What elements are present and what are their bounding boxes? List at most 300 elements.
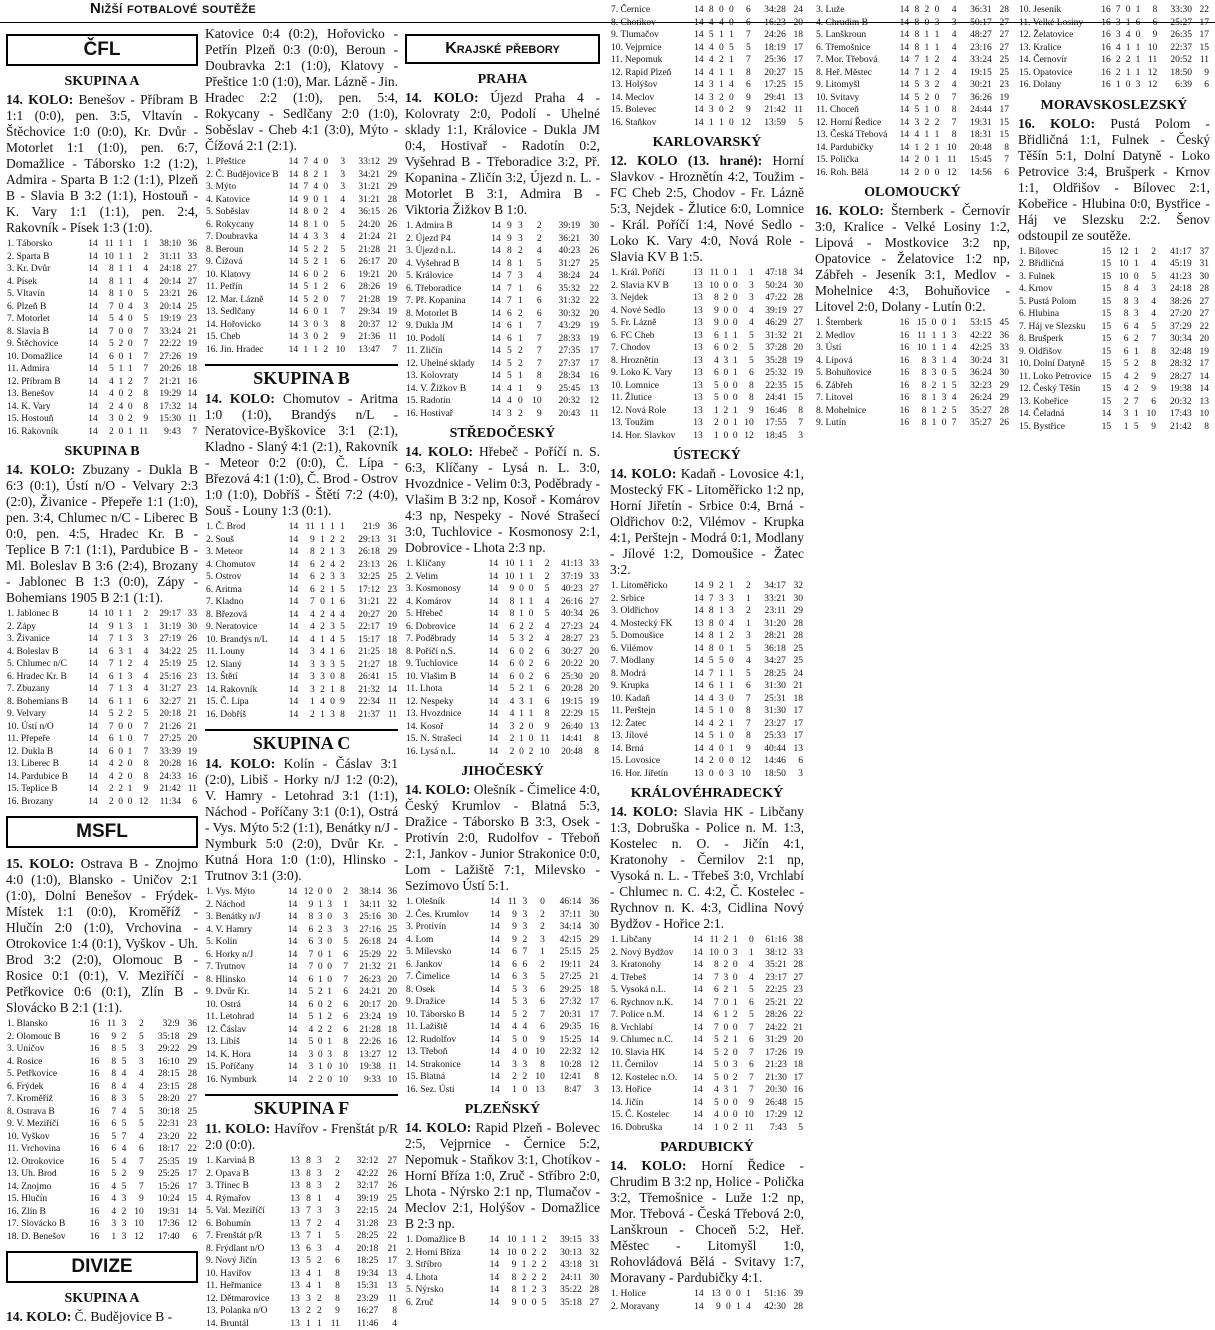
standings-row <box>6 1206 198 1219</box>
stat-cell: 16 <box>83 1018 100 1031</box>
stat-cell: 14 <box>282 646 299 659</box>
stat-cell: 7 <box>100 1106 117 1119</box>
stat-cell: 14 <box>83 721 99 734</box>
stat-cell: 0 <box>124 338 133 351</box>
stat-cell: 3 <box>312 1168 323 1181</box>
stat-cell: 3 <box>316 671 326 684</box>
stat-cell: 24:33 <box>149 771 182 784</box>
stat-cell: 4 <box>115 401 124 414</box>
stat-cell: 0 <box>729 317 738 330</box>
stat-cell: 17 <box>993 104 1010 117</box>
stat-cell: 7 <box>947 417 957 430</box>
stat-cell: 6 <box>333 949 349 962</box>
stat-cell: 5 <box>705 705 715 718</box>
stat-cell: 0 <box>319 294 329 307</box>
stat-cell: 5 <box>947 367 957 380</box>
stat-cell: 3 <box>920 79 930 92</box>
stat-cell: 10 <box>329 344 346 357</box>
stat-cell: 18:25 <box>341 1255 379 1268</box>
stat-cell: 1 <box>729 1084 738 1097</box>
standings-row <box>205 1155 398 1168</box>
stat-cell: 4 <box>518 1021 528 1034</box>
team-name: 3. Ústí <box>815 342 893 355</box>
stat-cell: 2 <box>319 344 329 357</box>
standings-row <box>405 258 600 271</box>
results-paragraph <box>6 1309 198 1325</box>
stat-cell: 22:35 <box>755 380 788 393</box>
team-name: 2. Olomouc B <box>6 1031 83 1044</box>
stat-cell: 53:15 <box>958 317 993 330</box>
stat-cell: 36:15 <box>346 206 381 219</box>
stat-cell: 0 <box>115 746 124 759</box>
standings-row <box>1018 283 1210 296</box>
stat-cell: 4 <box>705 54 715 67</box>
stat-cell: 0 <box>326 671 336 684</box>
stat-cell: 0 <box>326 696 336 709</box>
stat-cell: 1 <box>115 633 124 646</box>
stat-cell: 29 <box>381 546 398 559</box>
stat-cell: 20 <box>1193 333 1210 346</box>
team-name: 4. Rýmařov <box>205 1193 282 1206</box>
stat-cell: 4 <box>127 1081 144 1094</box>
stat-cell: 14 <box>688 1022 704 1035</box>
team-name: 8. Březová <box>205 609 282 622</box>
stat-cell: 1 <box>715 117 725 130</box>
standings-row <box>205 181 398 194</box>
stat-cell: 7 <box>299 156 309 169</box>
section-heading: SKUPINA A <box>6 1291 198 1307</box>
stat-cell: 2 <box>115 758 124 771</box>
stat-cell: 3 <box>326 659 336 672</box>
standings-row <box>205 1061 398 1074</box>
results-paragraph <box>6 92 198 236</box>
stat-cell: 2 <box>524 220 543 233</box>
stat-cell: 2 <box>513 408 524 421</box>
stat-cell: 2 <box>725 104 735 117</box>
team-name: 1. Admira B <box>405 220 483 233</box>
stat-cell: 16 <box>83 1031 100 1044</box>
stat-cell: 4 <box>725 618 735 631</box>
team-name: 11. Heřmanice <box>205 1280 282 1293</box>
stat-cell: 14 <box>893 54 910 67</box>
stat-cell: 5 <box>704 392 720 405</box>
stat-cell: 36 <box>382 886 398 899</box>
stat-cell: 23:27 <box>752 718 787 731</box>
stat-cell: 23:15 <box>145 1081 181 1094</box>
stat-cell: 13 <box>688 367 704 380</box>
stat-cell: 0 <box>115 721 124 734</box>
standings-row <box>815 167 1010 180</box>
standings-row <box>405 1034 600 1047</box>
stat-cell: 1 <box>115 683 124 696</box>
stat-cell: 13 <box>282 1193 301 1206</box>
stat-cell: 14 <box>688 580 705 593</box>
stat-cell: 14 <box>282 596 299 609</box>
stat-cell: 7 <box>518 946 528 959</box>
team-name: 12. Rapid Plzeň <box>610 67 688 80</box>
stat-cell: 0 <box>729 959 738 972</box>
stat-cell: 23 <box>182 313 198 326</box>
stat-cell: 20 <box>382 986 398 999</box>
stat-cell: 3 <box>1140 283 1157 296</box>
standings-row <box>610 730 804 743</box>
team-name: 11. Černilov <box>610 1059 688 1072</box>
stat-cell: 2 <box>316 621 326 634</box>
stat-cell: 14 <box>282 974 298 987</box>
stat-cell: 5 <box>704 1034 720 1047</box>
stat-cell: 14 <box>282 634 299 647</box>
stat-cell: 28:27 <box>550 633 583 646</box>
stat-cell: 15 <box>1095 283 1112 296</box>
standings-row <box>815 79 1010 92</box>
stat-cell: 28 <box>993 4 1010 17</box>
stat-cell: 4 <box>117 1081 127 1094</box>
stat-cell: 16 <box>182 758 198 771</box>
results-paragraph <box>815 203 1010 315</box>
stat-cell: 21:37 <box>346 709 381 722</box>
team-name: 14. Rakovník <box>205 684 282 697</box>
standings-table <box>815 317 1010 430</box>
stat-cell: 32:48 <box>1157 346 1193 359</box>
stat-cell: 2 <box>729 1072 738 1085</box>
stat-cell: 1 <box>715 630 725 643</box>
stat-cell: 34 <box>788 267 804 280</box>
team-name: 4. Nové Sedlo <box>610 305 688 318</box>
standings-row <box>6 351 198 364</box>
stat-cell: 10 <box>739 417 755 430</box>
stat-cell: 9 <box>298 899 314 912</box>
standings-table <box>1018 246 1210 434</box>
stat-cell: 14 <box>83 413 99 426</box>
stat-cell: 16 <box>83 1231 100 1244</box>
stat-cell: 14 <box>893 167 910 180</box>
stat-cell: 42:25 <box>958 342 993 355</box>
stat-cell: 2 <box>525 746 534 759</box>
team-name: 5. Fr. Lázně <box>610 317 688 330</box>
stat-cell: 3 <box>319 319 329 332</box>
stat-cell: 4 <box>298 1024 314 1037</box>
stat-cell: 23 <box>381 584 398 597</box>
team-name: 2. Souš <box>205 534 282 547</box>
stat-cell: 32 <box>787 580 804 593</box>
stat-cell: 41:13 <box>550 558 583 571</box>
standings-row <box>1018 4 1210 17</box>
stat-cell: 29:13 <box>346 534 381 547</box>
stat-cell: 10 <box>1141 42 1158 55</box>
stat-cell: 10 <box>499 558 515 571</box>
team-name: 5. Hřebeč <box>405 608 483 621</box>
stat-cell: 37:28 <box>755 342 788 355</box>
stat-cell: 14 <box>483 1059 501 1072</box>
standings-row <box>6 621 198 634</box>
stat-cell: 31 <box>1193 258 1210 271</box>
standings-row <box>205 206 398 219</box>
stat-cell: 0 <box>715 618 725 631</box>
stat-cell: 0 <box>729 1097 738 1110</box>
stat-cell: 25 <box>787 655 804 668</box>
stat-cell: 5 <box>301 1255 312 1268</box>
standings-row <box>405 308 600 321</box>
stat-cell: 0 <box>725 17 735 30</box>
stat-cell: 0 <box>319 219 329 232</box>
standings-row <box>205 621 398 634</box>
stat-cell: 4 <box>133 646 149 659</box>
stat-cell: 45:19 <box>1157 258 1193 271</box>
stat-cell: 1 <box>100 1231 117 1244</box>
standings-row <box>205 899 398 912</box>
stat-cell: 2 <box>725 630 735 643</box>
stat-cell: 16 <box>893 417 910 430</box>
stat-cell: 23:13 <box>346 559 381 572</box>
stat-cell: 35:32 <box>543 283 582 296</box>
stat-cell: 20:22 <box>550 658 583 671</box>
stat-cell: 14 <box>83 376 99 389</box>
stat-cell: 14 <box>688 593 705 606</box>
stat-cell: 1 <box>742 1288 752 1301</box>
stat-cell: 7 <box>298 949 314 962</box>
stat-cell: 1 <box>1132 42 1142 55</box>
stat-cell: 7 <box>735 54 752 67</box>
stat-cell: 3 <box>715 693 725 706</box>
column-3 <box>405 26 600 1273</box>
standings-row <box>205 331 398 344</box>
standings-row <box>205 1318 398 1330</box>
standings-table <box>405 220 600 420</box>
stat-cell: 1 <box>124 238 133 251</box>
stat-cell: 1 <box>324 1036 333 1049</box>
stat-cell: 3 <box>720 355 729 368</box>
standings-row <box>815 154 1010 167</box>
stat-cell: 8 <box>301 1168 312 1181</box>
stat-cell: 1 <box>299 696 316 709</box>
team-name: 7. Litovel <box>815 392 893 405</box>
stat-cell: 8 <box>301 1155 312 1168</box>
stat-cell: 9 <box>704 317 720 330</box>
stat-cell: 13 <box>787 743 804 756</box>
stat-cell: 14 <box>688 755 705 768</box>
stat-cell: 19 <box>788 1047 804 1060</box>
stat-cell: 14 <box>483 1084 501 1097</box>
stat-cell: 38:26 <box>1157 296 1193 309</box>
stat-cell: 12 <box>582 1059 600 1072</box>
stat-cell: 3 <box>309 231 319 244</box>
stat-cell: 1 <box>513 370 524 383</box>
stat-cell: 8 <box>301 1193 312 1206</box>
stat-cell: 17 <box>787 54 804 67</box>
standings-row <box>6 783 198 796</box>
stat-cell: 4 <box>323 1243 341 1256</box>
stat-cell: 14 <box>282 571 299 584</box>
stat-cell: 9 <box>735 92 752 105</box>
stat-cell: 0 <box>314 949 323 962</box>
stat-cell: 6 <box>704 367 720 380</box>
standings-table <box>6 238 198 438</box>
team-name: 7. Motorlet <box>6 313 83 326</box>
standings-row <box>610 1009 804 1022</box>
stat-cell: 24:21 <box>349 986 382 999</box>
stat-cell: 14 <box>483 345 502 358</box>
stat-cell: 0 <box>515 646 524 659</box>
stat-cell: 0 <box>124 721 133 734</box>
standings-row <box>815 317 1010 330</box>
team-name: 9. Oldřišov <box>1018 346 1095 359</box>
team-name: 15. Lovosice <box>610 755 688 768</box>
stat-cell: 8 <box>524 370 543 383</box>
stat-cell: 1 <box>937 355 947 368</box>
stat-cell: 13 <box>1193 396 1210 409</box>
stat-cell: 19 <box>381 294 398 307</box>
stat-cell: 19 <box>1193 346 1210 359</box>
team-name: 8. Slavia B <box>6 326 83 339</box>
stat-cell: 7 <box>704 1022 720 1035</box>
team-name: 1. Klíčany <box>405 558 483 571</box>
stat-cell: 32:17 <box>341 1180 379 1193</box>
stat-cell: 2 <box>324 1024 333 1037</box>
stat-cell: 1 <box>124 746 133 759</box>
stat-cell: 13 <box>688 305 704 318</box>
stat-cell: 14 <box>282 1011 298 1024</box>
stat-cell: 10 <box>1193 408 1210 421</box>
stat-cell: 2 <box>1112 67 1122 80</box>
stat-cell: 5 <box>501 996 518 1009</box>
results-paragraph <box>1018 116 1210 244</box>
stat-cell: 0 <box>720 1109 729 1122</box>
stat-cell: 3 <box>316 659 326 672</box>
stat-cell: 14 <box>483 1259 500 1272</box>
stat-cell: 30:18 <box>145 1106 181 1119</box>
standings-row <box>815 380 1010 393</box>
stat-cell: 16 <box>182 376 198 389</box>
team-name: 4. Lipová <box>815 355 893 368</box>
stat-cell: 1 <box>115 263 124 276</box>
team-name: 16. Sez. Ústí <box>405 1084 483 1097</box>
stat-cell: 33 <box>584 558 600 571</box>
stat-cell: 2 <box>720 1034 729 1047</box>
stat-cell: 3 <box>715 593 725 606</box>
stat-cell: 5 <box>947 380 957 393</box>
stat-cell: 19:29 <box>149 388 182 401</box>
stat-cell: 20:17 <box>349 999 382 1012</box>
stat-cell: 6 <box>99 733 115 746</box>
standings-row <box>815 117 1010 130</box>
stat-cell: 3 <box>1129 308 1139 321</box>
standings-row <box>610 430 804 443</box>
stat-cell: 16 <box>83 1043 100 1056</box>
team-name: 8. Beroun <box>205 244 282 257</box>
stat-cell: 19 <box>182 338 198 351</box>
section-box-title: MSFL <box>6 816 198 848</box>
team-name: 13. Hvozdnice <box>405 708 483 721</box>
stat-cell: 25 <box>581 258 600 271</box>
stat-cell: 14 <box>83 796 99 809</box>
standings-row <box>205 986 398 999</box>
stat-cell: 1 <box>326 584 336 597</box>
stat-cell: 7 <box>329 294 346 307</box>
stat-cell: 2 <box>1129 333 1139 346</box>
stat-cell: 15 <box>787 67 804 80</box>
stat-cell: 16 <box>83 1168 100 1181</box>
standings-row <box>610 1301 804 1314</box>
standings-row <box>405 1297 600 1310</box>
stat-cell: 3 <box>329 169 346 182</box>
stat-cell: 2 <box>515 721 524 734</box>
stat-cell: 7 <box>133 733 149 746</box>
standings-row <box>6 1081 198 1094</box>
results-text: Olešník - Čimelice 4:0, Český Krumlov - Blatná 5:3, Dražice - Táborsko B 3:3, Osek - Protivín 2:0, Rudolfov - Třeboň 2:1, Jankov - Junior Strakonice 0:0, Lom - Lažiště 7:1, Milevsko - Sezimovo Ústí 5:1. <box>405 782 600 893</box>
standings-row <box>405 909 600 922</box>
stat-cell: 2 <box>324 1011 333 1024</box>
results-text: Chomutov - Aritma 1:0 (1:0), Brandýs n/L - Neratovice-Byškovice 3:1 (2:1), Kladno - Slaný 4:1 (2:1), Rakovník - Meteor 0:2 (0:0), Č. Lípa - Březová 4:1 (1:0), Č. Brod - Ostrov 1:0 (1:0), Dobříš - Štětí 7:2 (4:0), Souš - Louny 1:3 (0:1). <box>205 391 398 518</box>
stat-cell: 1 <box>513 333 524 346</box>
team-name: 12. Uhelné sklady <box>405 358 483 371</box>
stat-cell: 28:33 <box>543 333 582 346</box>
stat-cell: 4 <box>499 696 515 709</box>
stat-cell: 27 <box>584 596 600 609</box>
section-heading: PRAHA <box>405 72 600 88</box>
standings-row <box>205 256 398 269</box>
team-name: 15. Bolevec <box>610 104 688 117</box>
stat-cell: 14 <box>83 326 99 339</box>
stat-cell: 26 <box>584 608 600 621</box>
stat-cell: 6 <box>1141 17 1158 30</box>
standings-row <box>6 633 198 646</box>
stat-cell: 33 <box>788 947 804 960</box>
stat-cell: 25:35 <box>145 1156 181 1169</box>
stat-cell: 15 <box>1095 246 1112 259</box>
round-label: 16. KOLO: <box>815 203 884 218</box>
stat-cell: 2 <box>124 388 133 401</box>
team-name: 16. Rakovník <box>6 426 83 439</box>
stat-cell: 14 <box>282 559 299 572</box>
stat-cell: 8 <box>379 1305 398 1318</box>
standings-row <box>610 693 804 706</box>
stat-cell: 1 <box>525 696 534 709</box>
stat-cell: 4 <box>947 355 957 368</box>
stat-cell: 3 <box>927 355 937 368</box>
stat-cell: 0 <box>729 380 738 393</box>
stat-cell: 15 <box>788 380 804 393</box>
team-name: 13. Holýšov <box>610 79 688 92</box>
standings-row <box>6 1181 198 1194</box>
stat-cell: 16 <box>1095 54 1112 67</box>
stat-cell: 6 <box>739 1034 755 1047</box>
stat-cell: 1 <box>319 306 329 319</box>
stat-cell: 4 <box>124 301 133 314</box>
stat-cell: 3 <box>725 593 735 606</box>
team-name: 2. Náchod <box>205 899 282 912</box>
standings-row <box>1018 296 1210 309</box>
standings-row <box>610 305 804 318</box>
team-name: 13. Třeboň <box>405 1046 483 1059</box>
stat-cell: 6 <box>298 936 314 949</box>
stat-cell: 6 <box>528 984 546 997</box>
standings-row <box>205 1280 398 1293</box>
stat-cell: 16 <box>893 330 910 343</box>
stat-cell: 21:36 <box>346 331 381 344</box>
stat-cell: 5 <box>329 219 346 232</box>
standings-row <box>6 746 198 759</box>
stat-cell: 39:19 <box>755 305 788 318</box>
stat-cell: 1 <box>124 263 133 276</box>
stat-cell: 2 <box>729 342 738 355</box>
stat-cell: 20:27 <box>346 609 381 622</box>
stat-cell: 26 <box>581 245 600 258</box>
standings-row <box>6 771 198 784</box>
standings-row <box>610 580 804 593</box>
stat-cell: 16:10 <box>145 1056 181 1069</box>
stat-cell: 4 <box>735 655 752 668</box>
stat-cell: 2 <box>124 658 133 671</box>
